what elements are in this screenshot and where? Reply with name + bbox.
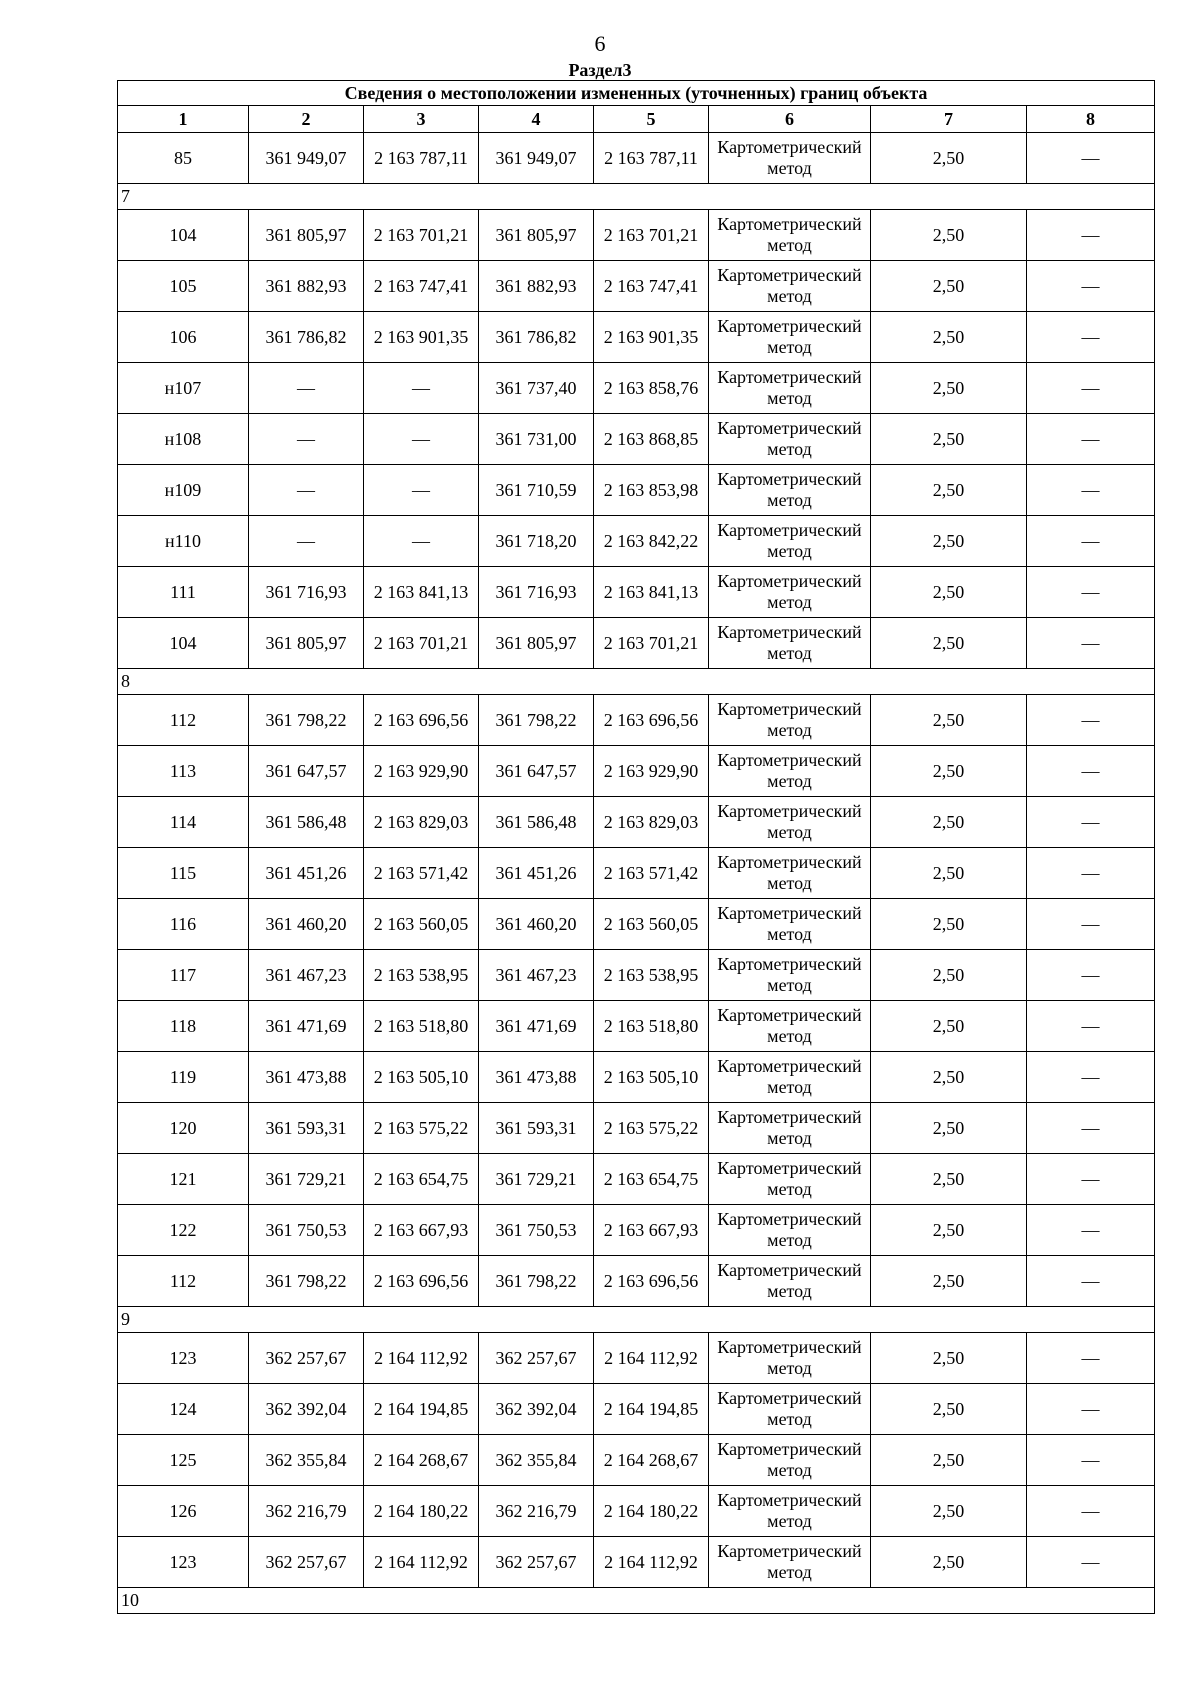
section-title: Раздел3 — [568, 60, 632, 80]
method-cell: Картометрический метод — [709, 465, 871, 516]
point-number-cell: н109 — [118, 465, 249, 516]
old-y-cell: 2 163 841,13 — [364, 567, 479, 618]
description-cell: — — [1027, 797, 1155, 848]
description-cell: — — [1027, 567, 1155, 618]
accuracy-cell: 2,50 — [871, 899, 1027, 950]
method-cell: Картометрический метод — [709, 1154, 871, 1205]
contour-group-row — [118, 1588, 1155, 1614]
point-number-cell: 104 — [118, 210, 249, 261]
new-y-cell: 2 163 518,80 — [594, 1001, 709, 1052]
new-x-cell: 362 257,67 — [479, 1537, 594, 1588]
new-x-cell: 361 716,93 — [479, 567, 594, 618]
new-y-cell: 2 163 747,41 — [594, 261, 709, 312]
method-cell: Картометрический метод — [709, 133, 871, 184]
accuracy-cell: 2,50 — [871, 1052, 1027, 1103]
contour-group-row — [118, 184, 1155, 210]
description-cell: — — [1027, 210, 1155, 261]
old-y-cell: — — [364, 414, 479, 465]
new-y-cell: 2 163 829,03 — [594, 797, 709, 848]
method-cell: Картометрический метод — [709, 567, 871, 618]
new-y-cell: 2 163 842,22 — [594, 516, 709, 567]
old-x-cell: 361 882,93 — [249, 261, 364, 312]
old-y-cell: 2 164 112,92 — [364, 1333, 479, 1384]
accuracy-cell: 2,50 — [871, 1384, 1027, 1435]
old-x-cell: 361 798,22 — [249, 1256, 364, 1307]
table-row — [118, 1001, 1155, 1052]
table-row — [118, 1537, 1155, 1588]
point-number-cell: 120 — [118, 1103, 249, 1154]
table-row — [118, 1333, 1155, 1384]
description-cell: — — [1027, 1486, 1155, 1537]
accuracy-cell: 2,50 — [871, 1154, 1027, 1205]
new-x-cell: 361 718,20 — [479, 516, 594, 567]
method-cell: Картометрический метод — [709, 363, 871, 414]
new-y-cell: 2 164 112,92 — [594, 1537, 709, 1588]
method-cell: Картометрический метод — [709, 1052, 871, 1103]
method-cell: Картометрический метод — [709, 210, 871, 261]
new-x-cell: 361 460,20 — [479, 899, 594, 950]
new-x-cell: 361 729,21 — [479, 1154, 594, 1205]
table-row — [118, 516, 1155, 567]
accuracy-cell: 2,50 — [871, 465, 1027, 516]
description-cell: — — [1027, 414, 1155, 465]
table-row — [118, 261, 1155, 312]
method-cell: Картометрический метод — [709, 1486, 871, 1537]
table-row — [118, 797, 1155, 848]
accuracy-cell: 2,50 — [871, 1333, 1027, 1384]
new-y-cell: 2 163 696,56 — [594, 1256, 709, 1307]
description-cell: — — [1027, 1256, 1155, 1307]
old-y-cell: 2 163 571,42 — [364, 848, 479, 899]
new-x-cell: 361 750,53 — [479, 1205, 594, 1256]
new-y-cell: 2 163 505,10 — [594, 1052, 709, 1103]
new-x-cell: 361 786,82 — [479, 312, 594, 363]
old-x-cell: 361 451,26 — [249, 848, 364, 899]
old-x-cell: 361 729,21 — [249, 1154, 364, 1205]
method-cell: Картометрический метод — [709, 414, 871, 465]
column-number-header: 3 — [364, 106, 479, 133]
old-x-cell: 361 586,48 — [249, 797, 364, 848]
contour-number: 9 — [118, 1307, 1155, 1333]
point-number-cell: 112 — [118, 695, 249, 746]
old-y-cell: 2 163 696,56 — [364, 1256, 479, 1307]
description-cell: — — [1027, 1052, 1155, 1103]
contour-number: 8 — [118, 669, 1155, 695]
table-caption: Сведения о местоположении измененных (уточненных) границ объекта — [118, 81, 1155, 106]
old-y-cell: 2 163 701,21 — [364, 210, 479, 261]
description-cell: — — [1027, 465, 1155, 516]
accuracy-cell: 2,50 — [871, 1435, 1027, 1486]
description-cell: — — [1027, 1384, 1155, 1435]
table-row — [118, 899, 1155, 950]
page-number: 6 — [594, 31, 606, 56]
description-cell: — — [1027, 261, 1155, 312]
table-row — [118, 1435, 1155, 1486]
method-cell: Картометрический метод — [709, 516, 871, 567]
point-number-cell: 111 — [118, 567, 249, 618]
new-y-cell: 2 164 112,92 — [594, 1333, 709, 1384]
new-x-cell: 361 647,57 — [479, 746, 594, 797]
description-cell: — — [1027, 363, 1155, 414]
table-row — [118, 1052, 1155, 1103]
new-y-cell: 2 164 268,67 — [594, 1435, 709, 1486]
old-x-cell: 361 798,22 — [249, 695, 364, 746]
method-cell: Картометрический метод — [709, 797, 871, 848]
new-x-cell: 361 798,22 — [479, 1256, 594, 1307]
method-cell: Картометрический метод — [709, 695, 871, 746]
new-x-cell: 362 355,84 — [479, 1435, 594, 1486]
point-number-cell: 114 — [118, 797, 249, 848]
accuracy-cell: 2,50 — [871, 363, 1027, 414]
accuracy-cell: 2,50 — [871, 261, 1027, 312]
accuracy-cell: 2,50 — [871, 414, 1027, 465]
old-x-cell: 362 355,84 — [249, 1435, 364, 1486]
boundary-coordinates-table — [117, 80, 1155, 1614]
method-cell: Картометрический метод — [709, 746, 871, 797]
column-number-header: 2 — [249, 106, 364, 133]
accuracy-cell: 2,50 — [871, 1205, 1027, 1256]
new-x-cell: 361 467,23 — [479, 950, 594, 1001]
contour-number: 7 — [118, 184, 1155, 210]
point-number-cell: 85 — [118, 133, 249, 184]
point-number-cell: 113 — [118, 746, 249, 797]
description-cell: — — [1027, 1154, 1155, 1205]
table-row — [118, 363, 1155, 414]
description-cell: — — [1027, 618, 1155, 669]
description-cell: — — [1027, 1103, 1155, 1154]
method-cell: Картометрический метод — [709, 1256, 871, 1307]
point-number-cell: 112 — [118, 1256, 249, 1307]
table-row — [118, 1256, 1155, 1307]
description-cell: — — [1027, 133, 1155, 184]
new-y-cell: 2 163 538,95 — [594, 950, 709, 1001]
method-cell: Картометрический метод — [709, 950, 871, 1001]
new-x-cell: 361 471,69 — [479, 1001, 594, 1052]
method-cell: Картометрический метод — [709, 618, 871, 669]
method-cell: Картометрический метод — [709, 312, 871, 363]
old-x-cell: — — [249, 516, 364, 567]
accuracy-cell: 2,50 — [871, 797, 1027, 848]
accuracy-cell: 2,50 — [871, 695, 1027, 746]
old-x-cell: — — [249, 414, 364, 465]
old-y-cell: 2 163 787,11 — [364, 133, 479, 184]
old-y-cell: 2 164 180,22 — [364, 1486, 479, 1537]
new-x-cell: 362 216,79 — [479, 1486, 594, 1537]
table-row — [118, 567, 1155, 618]
new-x-cell: 362 392,04 — [479, 1384, 594, 1435]
new-x-cell: 361 805,97 — [479, 210, 594, 261]
method-cell: Картометрический метод — [709, 1001, 871, 1052]
new-y-cell: 2 163 868,85 — [594, 414, 709, 465]
old-y-cell: 2 163 560,05 — [364, 899, 479, 950]
column-number-header: 4 — [479, 106, 594, 133]
old-y-cell: 2 163 667,93 — [364, 1205, 479, 1256]
column-number-header: 8 — [1027, 106, 1155, 133]
new-y-cell: 2 163 929,90 — [594, 746, 709, 797]
column-number-header: 7 — [871, 106, 1027, 133]
old-x-cell: 361 805,97 — [249, 618, 364, 669]
new-y-cell: 2 163 787,11 — [594, 133, 709, 184]
old-x-cell: 361 786,82 — [249, 312, 364, 363]
old-y-cell: 2 163 538,95 — [364, 950, 479, 1001]
table-row — [118, 1154, 1155, 1205]
table-row — [118, 1103, 1155, 1154]
new-y-cell: 2 163 901,35 — [594, 312, 709, 363]
table-row — [118, 1205, 1155, 1256]
column-number-row — [118, 106, 1155, 133]
old-y-cell: 2 163 747,41 — [364, 261, 479, 312]
accuracy-cell: 2,50 — [871, 1103, 1027, 1154]
old-y-cell: — — [364, 465, 479, 516]
point-number-cell: 117 — [118, 950, 249, 1001]
method-cell: Картометрический метод — [709, 1435, 871, 1486]
old-x-cell: 362 257,67 — [249, 1537, 364, 1588]
old-x-cell: 361 460,20 — [249, 899, 364, 950]
method-cell: Картометрический метод — [709, 848, 871, 899]
accuracy-cell: 2,50 — [871, 516, 1027, 567]
point-number-cell: н108 — [118, 414, 249, 465]
point-number-cell: 119 — [118, 1052, 249, 1103]
method-cell: Картометрический метод — [709, 1537, 871, 1588]
new-x-cell: 361 737,40 — [479, 363, 594, 414]
old-x-cell: 361 805,97 — [249, 210, 364, 261]
table-row — [118, 414, 1155, 465]
new-y-cell: 2 163 654,75 — [594, 1154, 709, 1205]
new-y-cell: 2 163 560,05 — [594, 899, 709, 950]
old-y-cell: 2 163 901,35 — [364, 312, 479, 363]
contour-group-row — [118, 669, 1155, 695]
description-cell: — — [1027, 746, 1155, 797]
description-cell: — — [1027, 848, 1155, 899]
new-y-cell: 2 163 575,22 — [594, 1103, 709, 1154]
old-y-cell: 2 163 829,03 — [364, 797, 479, 848]
old-y-cell: — — [364, 516, 479, 567]
method-cell: Картометрический метод — [709, 1384, 871, 1435]
method-cell: Картометрический метод — [709, 1103, 871, 1154]
accuracy-cell: 2,50 — [871, 848, 1027, 899]
point-number-cell: 123 — [118, 1537, 249, 1588]
description-cell: — — [1027, 312, 1155, 363]
description-cell: — — [1027, 1333, 1155, 1384]
new-y-cell: 2 163 701,21 — [594, 210, 709, 261]
accuracy-cell: 2,50 — [871, 1001, 1027, 1052]
new-y-cell: 2 163 696,56 — [594, 695, 709, 746]
new-x-cell: 361 710,59 — [479, 465, 594, 516]
table-row — [118, 312, 1155, 363]
old-x-cell: 361 647,57 — [249, 746, 364, 797]
description-cell: — — [1027, 516, 1155, 567]
point-number-cell: 126 — [118, 1486, 249, 1537]
old-x-cell: — — [249, 363, 364, 414]
old-y-cell: 2 163 701,21 — [364, 618, 479, 669]
table-row — [118, 618, 1155, 669]
new-x-cell: 362 257,67 — [479, 1333, 594, 1384]
method-cell: Картометрический метод — [709, 1205, 871, 1256]
new-y-cell: 2 164 180,22 — [594, 1486, 709, 1537]
method-cell: Картометрический метод — [709, 1333, 871, 1384]
point-number-cell: 121 — [118, 1154, 249, 1205]
old-x-cell: 362 392,04 — [249, 1384, 364, 1435]
old-y-cell: 2 163 518,80 — [364, 1001, 479, 1052]
old-x-cell: 362 257,67 — [249, 1333, 364, 1384]
method-cell: Картометрический метод — [709, 899, 871, 950]
old-x-cell: 361 467,23 — [249, 950, 364, 1001]
old-y-cell: 2 163 575,22 — [364, 1103, 479, 1154]
new-x-cell: 361 731,00 — [479, 414, 594, 465]
table-row — [118, 1486, 1155, 1537]
new-y-cell: 2 163 853,98 — [594, 465, 709, 516]
new-x-cell: 361 451,26 — [479, 848, 594, 899]
accuracy-cell: 2,50 — [871, 210, 1027, 261]
new-x-cell: 361 593,31 — [479, 1103, 594, 1154]
old-x-cell: 361 949,07 — [249, 133, 364, 184]
point-number-cell: 115 — [118, 848, 249, 899]
point-number-cell: 124 — [118, 1384, 249, 1435]
old-x-cell: 361 471,69 — [249, 1001, 364, 1052]
old-x-cell: 361 716,93 — [249, 567, 364, 618]
new-x-cell: 361 798,22 — [479, 695, 594, 746]
old-x-cell: — — [249, 465, 364, 516]
description-cell: — — [1027, 1537, 1155, 1588]
point-number-cell: 125 — [118, 1435, 249, 1486]
point-number-cell: 123 — [118, 1333, 249, 1384]
old-y-cell: 2 163 505,10 — [364, 1052, 479, 1103]
column-number-header: 5 — [594, 106, 709, 133]
point-number-cell: 106 — [118, 312, 249, 363]
old-x-cell: 361 473,88 — [249, 1052, 364, 1103]
point-number-cell: 104 — [118, 618, 249, 669]
accuracy-cell: 2,50 — [871, 1537, 1027, 1588]
description-cell: — — [1027, 950, 1155, 1001]
accuracy-cell: 2,50 — [871, 1256, 1027, 1307]
column-number-header: 1 — [118, 106, 249, 133]
new-x-cell: 361 949,07 — [479, 133, 594, 184]
point-number-cell: 118 — [118, 1001, 249, 1052]
new-y-cell: 2 163 571,42 — [594, 848, 709, 899]
accuracy-cell: 2,50 — [871, 1486, 1027, 1537]
table-row — [118, 1384, 1155, 1435]
point-number-cell: 105 — [118, 261, 249, 312]
description-cell: — — [1027, 695, 1155, 746]
accuracy-cell: 2,50 — [871, 567, 1027, 618]
table-row — [118, 210, 1155, 261]
description-cell: — — [1027, 899, 1155, 950]
accuracy-cell: 2,50 — [871, 133, 1027, 184]
old-y-cell: 2 163 654,75 — [364, 1154, 479, 1205]
new-x-cell: 361 473,88 — [479, 1052, 594, 1103]
old-y-cell: 2 164 268,67 — [364, 1435, 479, 1486]
table-row — [118, 950, 1155, 1001]
old-y-cell: 2 163 929,90 — [364, 746, 479, 797]
description-cell: — — [1027, 1205, 1155, 1256]
point-number-cell: 122 — [118, 1205, 249, 1256]
table-row — [118, 746, 1155, 797]
old-y-cell: 2 164 194,85 — [364, 1384, 479, 1435]
new-y-cell: 2 163 841,13 — [594, 567, 709, 618]
accuracy-cell: 2,50 — [871, 618, 1027, 669]
table-row — [118, 133, 1155, 184]
table-body — [118, 133, 1155, 1614]
column-number-header: 6 — [709, 106, 871, 133]
new-y-cell: 2 164 194,85 — [594, 1384, 709, 1435]
new-x-cell: 361 882,93 — [479, 261, 594, 312]
old-x-cell: 362 216,79 — [249, 1486, 364, 1537]
new-y-cell: 2 163 858,76 — [594, 363, 709, 414]
old-x-cell: 361 593,31 — [249, 1103, 364, 1154]
point-number-cell: 116 — [118, 899, 249, 950]
old-y-cell: 2 164 112,92 — [364, 1537, 479, 1588]
new-y-cell: 2 163 667,93 — [594, 1205, 709, 1256]
table-row — [118, 465, 1155, 516]
new-y-cell: 2 163 701,21 — [594, 618, 709, 669]
contour-group-row — [118, 1307, 1155, 1333]
method-cell: Картометрический метод — [709, 261, 871, 312]
old-x-cell: 361 750,53 — [249, 1205, 364, 1256]
description-cell: — — [1027, 1435, 1155, 1486]
point-number-cell: н110 — [118, 516, 249, 567]
new-x-cell: 361 805,97 — [479, 618, 594, 669]
table-row — [118, 848, 1155, 899]
table-row — [118, 695, 1155, 746]
accuracy-cell: 2,50 — [871, 312, 1027, 363]
description-cell: — — [1027, 1001, 1155, 1052]
point-number-cell: н107 — [118, 363, 249, 414]
old-y-cell: 2 163 696,56 — [364, 695, 479, 746]
accuracy-cell: 2,50 — [871, 950, 1027, 1001]
old-y-cell: — — [364, 363, 479, 414]
new-x-cell: 361 586,48 — [479, 797, 594, 848]
contour-number: 10 — [118, 1588, 1155, 1614]
accuracy-cell: 2,50 — [871, 746, 1027, 797]
